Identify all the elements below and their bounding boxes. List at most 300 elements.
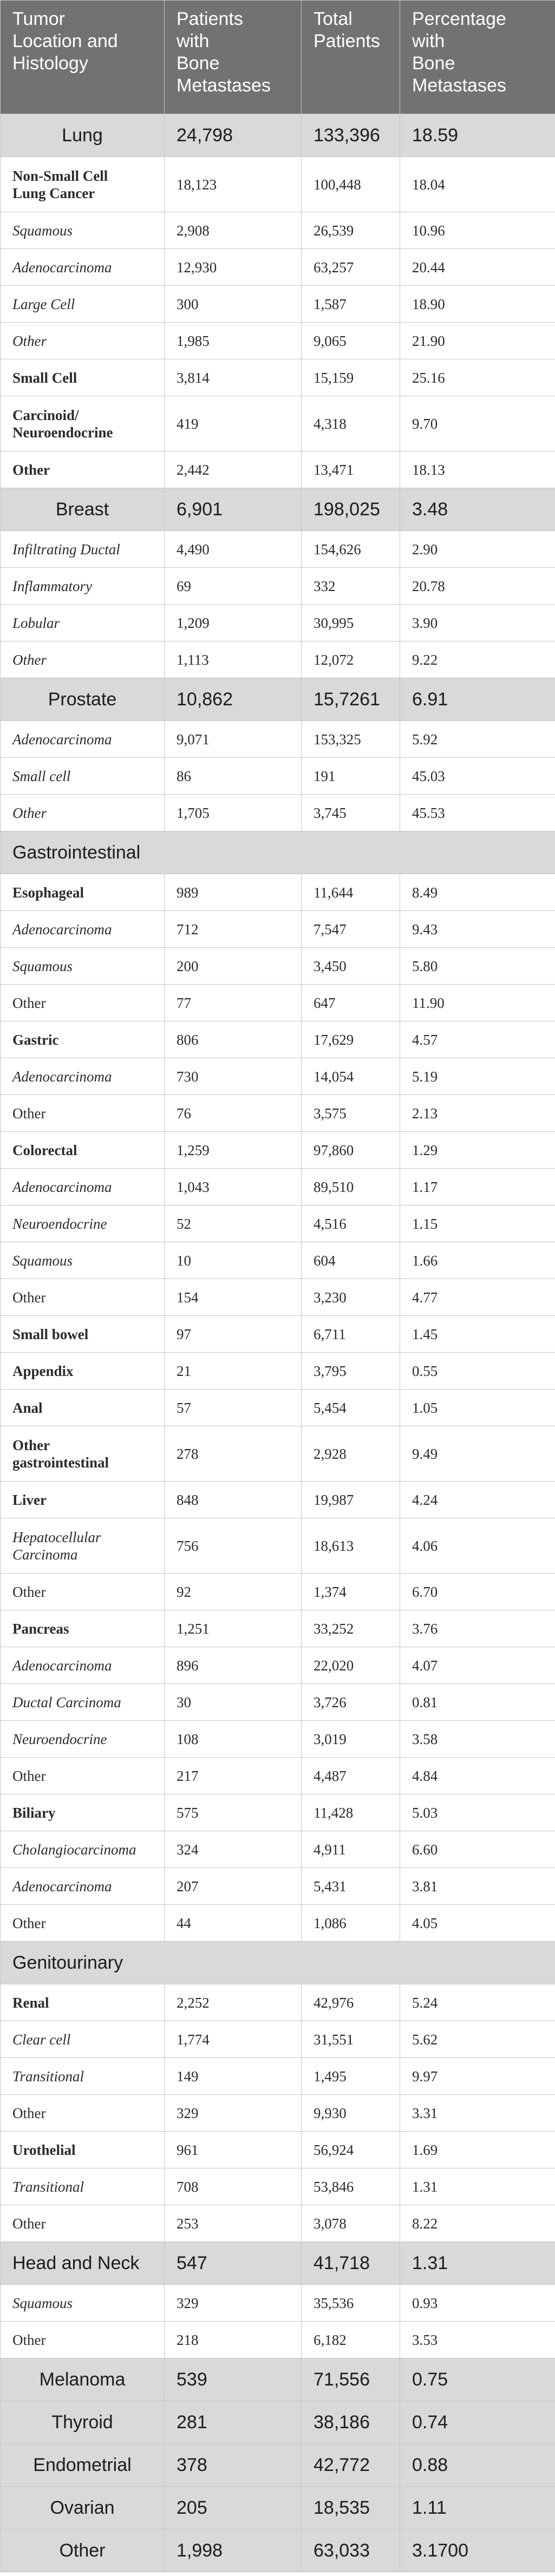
bone-metastases-cell xyxy=(165,531,302,568)
percentage-cell xyxy=(400,2358,555,2401)
percentage-value: 1.45 xyxy=(412,1326,438,1342)
percentage-value: 9.49 xyxy=(412,1445,438,1462)
bone-metastases-cell xyxy=(165,1758,302,1794)
total-patients-value: 3,745 xyxy=(314,804,347,821)
percentage-cell xyxy=(400,641,555,678)
bone-metastases-cell xyxy=(165,1279,302,1316)
bone-metastases-value: 961 xyxy=(177,2141,199,2158)
total-patients-cell xyxy=(302,1721,400,1758)
total-patients-cell xyxy=(302,2444,400,2487)
location-cell xyxy=(1,2401,165,2444)
bone-metastases-value: 200 xyxy=(177,958,199,974)
percentage-cell xyxy=(400,1610,555,1647)
percentage-value: 9.70 xyxy=(412,415,438,432)
total-patients-value: 18,535 xyxy=(314,2498,370,2518)
percentage-cell xyxy=(400,1389,555,1426)
percentage-cell xyxy=(400,1058,555,1095)
total-patients-value: 2,928 xyxy=(314,1445,347,1462)
total-patients-value: 198,025 xyxy=(314,499,380,520)
bone-metastases-value: 547 xyxy=(177,2253,207,2273)
percentage-cell xyxy=(400,2285,555,2322)
bone-metastases-cell xyxy=(165,2242,302,2285)
bone-metastases-value: 24,798 xyxy=(177,125,233,146)
total-patients-value: 41,718 xyxy=(314,2253,370,2273)
bone-metastases-value: 896 xyxy=(177,1657,199,1674)
location-cell xyxy=(1,1831,165,1868)
table-row xyxy=(1,1169,555,1205)
table-row xyxy=(1,2058,555,2095)
percentage-value: 6.91 xyxy=(412,689,448,710)
percentage-cell xyxy=(400,985,555,1021)
total-patients-cell xyxy=(302,157,400,212)
total-patients-cell xyxy=(302,795,400,831)
location-cell xyxy=(1,1021,165,1058)
percentage-value: 9.97 xyxy=(412,2068,438,2085)
total-patients-value: 604 xyxy=(314,1252,336,1269)
total-patients-cell xyxy=(302,1647,400,1684)
percentage-value: 2.90 xyxy=(412,541,438,558)
section-row xyxy=(1,1942,555,1984)
location-label: Neuroendocrine xyxy=(12,1215,107,1232)
percentage-cell xyxy=(400,2058,555,2095)
total-patients-value: 13,471 xyxy=(314,461,354,478)
location-label: Other xyxy=(12,994,46,1011)
total-patients-cell xyxy=(302,2358,400,2401)
total-patients-cell xyxy=(302,721,400,758)
total-patients-cell xyxy=(302,985,400,1021)
total-patients-value: 6,182 xyxy=(314,2331,347,2348)
bone-metastases-value: 21 xyxy=(177,1362,191,1379)
total-patients-cell xyxy=(302,948,400,985)
total-patients-cell xyxy=(302,488,400,531)
bone-metastases-value: 149 xyxy=(177,2068,199,2085)
table-row xyxy=(1,1984,555,2021)
location-label: Squamous xyxy=(12,958,73,974)
total-patients-value: 38,186 xyxy=(314,2412,370,2433)
bone-metastases-cell xyxy=(165,1647,302,1684)
percentage-cell xyxy=(400,2487,555,2529)
percentage-value: 8.49 xyxy=(412,884,438,901)
total-patients-cell xyxy=(302,568,400,605)
table-row xyxy=(1,1205,555,1242)
table-row xyxy=(1,2021,555,2058)
percentage-value: 1.66 xyxy=(412,1252,438,1269)
percentage-value: 6.60 xyxy=(412,1841,438,1858)
location-label: Other xyxy=(12,2105,46,2121)
total-patients-value: 6,711 xyxy=(314,1326,346,1342)
location-cell xyxy=(1,874,165,911)
percentage-cell xyxy=(400,1984,555,2021)
percentage-cell xyxy=(400,2021,555,2058)
location-label: Lung xyxy=(62,125,103,146)
location-label: Appendix xyxy=(12,1362,74,1379)
bone-metastases-value: 10 xyxy=(177,1252,191,1269)
location-cell xyxy=(1,1721,165,1758)
percentage-cell xyxy=(400,488,555,531)
location-cell xyxy=(1,1984,165,2021)
total-patients-value: 15,7261 xyxy=(314,689,380,710)
bone-metastases-value: 329 xyxy=(177,2105,199,2121)
percentage-value: 11.90 xyxy=(412,994,445,1011)
header-line: Location and xyxy=(12,31,118,51)
percentage-value: 45.03 xyxy=(412,768,445,784)
location-label: Other xyxy=(12,1767,46,1784)
bone-metastases-cell xyxy=(165,2401,302,2444)
table-row xyxy=(1,1721,555,1758)
location-label: Esophageal xyxy=(12,884,84,901)
percentage-value: 5.92 xyxy=(412,731,438,748)
location-label: Adenocarcinoma xyxy=(12,1068,112,1085)
total-patients-cell xyxy=(302,1426,400,1482)
total-patients-cell xyxy=(302,1353,400,1389)
bone-metastases-value: 708 xyxy=(177,2178,199,2195)
percentage-value: 9.43 xyxy=(412,921,438,938)
location-cell xyxy=(1,1905,165,1942)
bone-metastases-cell xyxy=(165,114,302,157)
location-label: Clear cell xyxy=(12,2031,71,2048)
location-label: Breast xyxy=(55,499,109,520)
header-line: Total xyxy=(314,9,352,29)
bone-metastases-cell xyxy=(165,1021,302,1058)
bone-metastases-cell xyxy=(165,568,302,605)
total-patients-value: 4,911 xyxy=(314,1841,346,1858)
group-row xyxy=(1,2487,555,2529)
total-patients-value: 133,396 xyxy=(314,125,380,146)
bone-metastases-cell xyxy=(165,1684,302,1721)
location-label: Large Cell xyxy=(12,296,75,312)
group-row xyxy=(1,114,555,157)
location-cell xyxy=(1,212,165,249)
percentage-value: 4.05 xyxy=(412,1915,438,1931)
total-patients-value: 4,318 xyxy=(314,415,347,432)
table-row xyxy=(1,641,555,678)
bone-metastases-cell xyxy=(165,286,302,323)
location-label: Renal xyxy=(12,1994,49,2011)
location-cell xyxy=(1,678,165,721)
percentage-value: 3.1700 xyxy=(412,2540,468,2561)
location-cell xyxy=(1,641,165,678)
location-label: Infiltrating Ductal xyxy=(12,541,120,558)
location-label: Head and Neck xyxy=(12,2253,140,2273)
total-patients-cell xyxy=(302,1316,400,1353)
bone-metastases-cell xyxy=(165,2487,302,2529)
table-row xyxy=(1,2205,555,2242)
total-patients-cell xyxy=(302,2322,400,2358)
total-patients-cell xyxy=(302,1058,400,1095)
location-cell xyxy=(1,249,165,286)
bone-metastases-cell xyxy=(165,874,302,911)
bone-metastases-cell xyxy=(165,2322,302,2358)
location-cell xyxy=(1,1426,165,1482)
total-patients-value: 154,626 xyxy=(314,541,361,558)
bone-metastases-value: 57 xyxy=(177,1399,191,1416)
percentage-value: 5.24 xyxy=(412,1994,438,2011)
section-row xyxy=(1,831,555,874)
total-patients-value: 3,019 xyxy=(314,1731,347,1747)
bone-metastases-value: 300 xyxy=(177,296,199,312)
location-label: Lobular xyxy=(12,614,60,631)
location-label: Liver xyxy=(12,1491,47,1508)
bone-metastases-value: 6,901 xyxy=(177,499,223,520)
bone-metastases-value: 4,490 xyxy=(177,541,210,558)
bone-metastases-cell xyxy=(165,2529,302,2572)
percentage-cell xyxy=(400,2095,555,2132)
bone-metastases-value: 324 xyxy=(177,1841,199,1858)
percentage-value: 10.96 xyxy=(412,222,445,239)
percentage-cell xyxy=(400,568,555,605)
bone-metastases-cell xyxy=(165,1205,302,1242)
table-row xyxy=(1,1389,555,1426)
table-row xyxy=(1,2095,555,2132)
total-patients-value: 647 xyxy=(314,994,336,1011)
location-label: Adenocarcinoma xyxy=(12,731,112,748)
location-cell xyxy=(1,948,165,985)
location-label: Gastric xyxy=(12,1031,59,1048)
header-line: Patients xyxy=(314,31,380,51)
location-label: Squamous xyxy=(12,2295,73,2311)
table-row xyxy=(1,985,555,1021)
bone-metastases-cell xyxy=(165,2021,302,2058)
bone-metastases-cell xyxy=(165,396,302,451)
location-label: Hepatocellular Carcinoma xyxy=(12,1529,101,1563)
percentage-value: 9.22 xyxy=(412,651,438,668)
total-patients-cell xyxy=(302,874,400,911)
percentage-value: 5.80 xyxy=(412,958,438,974)
total-patients-cell xyxy=(302,758,400,795)
percentage-cell xyxy=(400,1169,555,1205)
location-cell xyxy=(1,911,165,948)
total-patients-cell xyxy=(302,2095,400,2132)
location-label: Other xyxy=(12,332,47,349)
total-patients-value: 18,613 xyxy=(314,1537,354,1554)
bone-metastases-cell xyxy=(165,721,302,758)
location-cell xyxy=(1,157,165,212)
total-patients-value: 3,726 xyxy=(314,1694,347,1710)
total-patients-value: 1,086 xyxy=(314,1915,347,1931)
total-patients-cell xyxy=(302,323,400,359)
percentage-value: 1.17 xyxy=(412,1178,438,1195)
location-label: Pancreas xyxy=(12,1620,69,1637)
percentage-value: 1.29 xyxy=(412,1142,438,1158)
table-body xyxy=(1,114,555,2572)
bone-metastases-cell xyxy=(165,1316,302,1353)
percentage-cell xyxy=(400,249,555,286)
total-patients-value: 22,020 xyxy=(314,1657,354,1674)
total-patients-cell xyxy=(302,1279,400,1316)
total-patients-cell xyxy=(302,1758,400,1794)
table-row xyxy=(1,1684,555,1721)
bone-metastases-value: 52 xyxy=(177,1215,191,1232)
total-patients-value: 7,547 xyxy=(314,921,347,938)
total-patients-value: 191 xyxy=(314,768,336,784)
bone-metastases-cell xyxy=(165,641,302,678)
total-patients-value: 332 xyxy=(314,578,336,594)
header-line: Metastases xyxy=(412,75,506,96)
bone-metastases-value: 281 xyxy=(177,2412,207,2433)
percentage-cell xyxy=(400,2444,555,2487)
location-label: Colorectal xyxy=(12,1142,77,1158)
bone-metastases-value: 92 xyxy=(177,1583,191,1600)
percentage-value: 8.22 xyxy=(412,2215,438,2232)
percentage-value: 1.31 xyxy=(412,2178,438,2195)
table-row xyxy=(1,396,555,451)
table-row xyxy=(1,2168,555,2205)
percentage-cell xyxy=(400,911,555,948)
bone-metastases-cell xyxy=(165,2205,302,2242)
bone-metastases-value: 77 xyxy=(177,994,191,1011)
percentage-cell xyxy=(400,1758,555,1794)
total-patients-value: 11,428 xyxy=(314,1804,354,1821)
total-patients-value: 15,159 xyxy=(314,369,354,386)
location-cell xyxy=(1,396,165,451)
total-patients-cell xyxy=(302,1905,400,1942)
bone-metastases-value: 9,071 xyxy=(177,731,210,748)
bone-metastases-value: 1,998 xyxy=(177,2540,223,2561)
total-patients-value: 63,033 xyxy=(314,2540,370,2561)
percentage-value: 18.90 xyxy=(412,296,445,312)
bone-metastases-value: 806 xyxy=(177,1031,199,1048)
percentage-value: 18.04 xyxy=(412,176,445,193)
table-row xyxy=(1,605,555,641)
location-label: Other xyxy=(12,804,47,821)
header-line: Patients xyxy=(177,9,243,29)
location-label: Thyroid xyxy=(51,2412,113,2433)
location-cell xyxy=(1,2058,165,2095)
total-patients-value: 31,551 xyxy=(314,2031,354,2048)
location-label: Ovarian xyxy=(50,2498,115,2518)
total-patients-cell xyxy=(302,1574,400,1610)
total-patients-value: 153,325 xyxy=(314,731,361,748)
header-line: Metastases xyxy=(177,75,271,96)
group-row xyxy=(1,2242,555,2285)
location-cell xyxy=(1,2444,165,2487)
total-patients-value: 1,374 xyxy=(314,1583,347,1600)
bone-metastases-cell xyxy=(165,1905,302,1942)
percentage-value: 4.06 xyxy=(412,1537,438,1554)
percentage-cell xyxy=(400,1095,555,1132)
section-label: Genitourinary xyxy=(12,1952,123,1973)
table-row xyxy=(1,2285,555,2322)
total-patients-value: 56,924 xyxy=(314,2141,354,2158)
location-label: Adenocarcinoma xyxy=(12,921,112,938)
bone-metastases-cell xyxy=(165,488,302,531)
percentage-value: 1.31 xyxy=(412,2253,448,2273)
table-row xyxy=(1,249,555,286)
location-cell xyxy=(1,1610,165,1647)
total-patients-cell xyxy=(302,2205,400,2242)
bone-metastases-value: 1,774 xyxy=(177,2031,210,2048)
percentage-cell xyxy=(400,1242,555,1279)
location-label: Transitional xyxy=(12,2068,84,2085)
total-patients-cell xyxy=(302,1984,400,2021)
percentage-value: 3.31 xyxy=(412,2105,438,2121)
header-line: with xyxy=(177,31,210,51)
location-label: Endometrial xyxy=(33,2455,132,2475)
location-cell xyxy=(1,2358,165,2401)
total-patients-cell xyxy=(302,1518,400,1574)
total-patients-cell xyxy=(302,678,400,721)
bone-metastases-value: 1,705 xyxy=(177,804,210,821)
bone-metastases-value: 30 xyxy=(177,1694,191,1710)
bone-metastases-cell xyxy=(165,1482,302,1518)
location-cell xyxy=(1,721,165,758)
table-row xyxy=(1,157,555,212)
bone-metastases-value: 539 xyxy=(177,2369,207,2390)
bone-metastases-value: 217 xyxy=(177,1767,199,1784)
bone-metastases-cell xyxy=(165,1868,302,1905)
location-cell xyxy=(1,2205,165,2242)
table-row xyxy=(1,286,555,323)
total-patients-value: 9,065 xyxy=(314,332,347,349)
location-cell xyxy=(1,1758,165,1794)
location-label: Transitional xyxy=(12,2178,84,2195)
table-row xyxy=(1,1868,555,1905)
bone-metastases-value: 1,043 xyxy=(177,1178,210,1195)
location-cell xyxy=(1,1482,165,1518)
percentage-cell xyxy=(400,1205,555,1242)
bone-metastases-cell xyxy=(165,1169,302,1205)
percentage-cell xyxy=(400,1132,555,1169)
bone-metastases-cell xyxy=(165,323,302,359)
location-cell xyxy=(1,2285,165,2322)
location-label: Squamous xyxy=(12,222,73,239)
bone-metastases-value: 205 xyxy=(177,2498,207,2518)
group-row xyxy=(1,2529,555,2572)
percentage-cell xyxy=(400,2132,555,2168)
table-row xyxy=(1,1610,555,1647)
percentage-value: 3.76 xyxy=(412,1620,438,1637)
section-cell xyxy=(1,1942,555,1984)
bone-metastases-cell xyxy=(165,678,302,721)
total-patients-cell xyxy=(302,1684,400,1721)
total-patients-value: 26,539 xyxy=(314,222,354,239)
percentage-cell xyxy=(400,2401,555,2444)
location-cell xyxy=(1,1169,165,1205)
location-cell xyxy=(1,114,165,157)
percentage-value: 4.57 xyxy=(412,1031,438,1048)
bone-metastases-value: 329 xyxy=(177,2295,199,2311)
header-location xyxy=(1,1,165,114)
bone-metastases-cell xyxy=(165,605,302,641)
header-bone-metastases xyxy=(165,1,302,114)
location-cell xyxy=(1,1095,165,1132)
table-row xyxy=(1,1021,555,1058)
location-cell xyxy=(1,758,165,795)
percentage-value: 3.81 xyxy=(412,1878,438,1895)
section-label: Gastrointestinal xyxy=(12,842,141,863)
location-cell xyxy=(1,2322,165,2358)
total-patients-cell xyxy=(302,1868,400,1905)
bone-metastases-cell xyxy=(165,2285,302,2322)
table-row xyxy=(1,874,555,911)
bone-metastases-value: 712 xyxy=(177,921,199,938)
total-patients-cell xyxy=(302,2168,400,2205)
percentage-cell xyxy=(400,1426,555,1482)
location-label: Adenocarcinoma xyxy=(12,1878,112,1895)
group-row xyxy=(1,2358,555,2401)
location-label: Other xyxy=(12,1289,46,1306)
total-patients-cell xyxy=(302,1169,400,1205)
location-cell xyxy=(1,1647,165,1684)
location-cell xyxy=(1,2242,165,2285)
percentage-cell xyxy=(400,2529,555,2572)
location-label: Small bowel xyxy=(12,1326,89,1342)
table-row xyxy=(1,1518,555,1574)
header-percentage xyxy=(400,1,555,114)
location-cell xyxy=(1,605,165,641)
percentage-value: 21.90 xyxy=(412,332,445,349)
location-label: Other xyxy=(59,2540,106,2561)
